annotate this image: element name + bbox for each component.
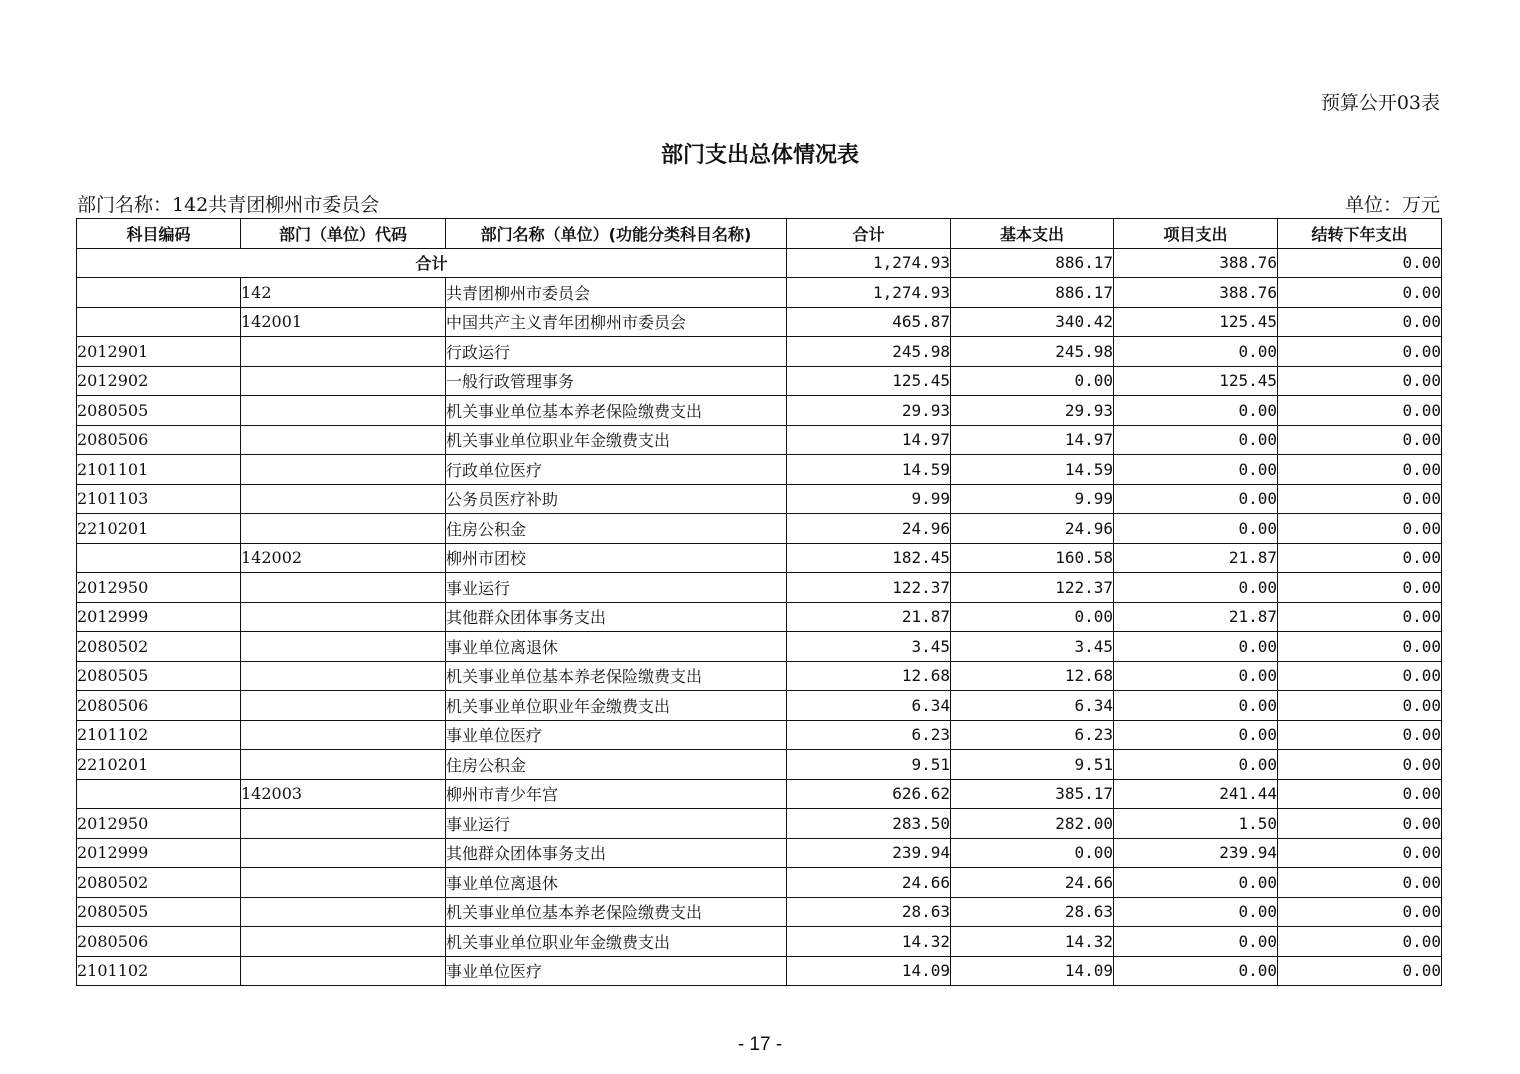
cell-project: 239.94: [1114, 838, 1278, 868]
cell-total: 6.34: [787, 691, 951, 721]
cell-total: 9.51: [787, 750, 951, 780]
cell-unit-code: [241, 337, 446, 367]
cell-project: 0.00: [1114, 927, 1278, 957]
table-row: [77, 514, 1442, 544]
cell-subject-code: 2210201: [77, 514, 241, 544]
cell-subject-code: 2012950: [77, 573, 241, 603]
cell-name: 其他群众团体事务支出: [446, 838, 787, 868]
table-row: [77, 307, 1442, 337]
page-number: - 17 -: [737, 1034, 783, 1055]
cell-name: 公务员医疗补助: [446, 484, 787, 514]
cell-total: 1,274.93: [787, 278, 951, 308]
cell-carryover: 0.00: [1278, 307, 1442, 337]
cell-subject-code: 2101102: [77, 720, 241, 750]
cell-carryover: 0.00: [1278, 602, 1442, 632]
cell-subject-code: [77, 543, 241, 573]
cell-subject-code: 2080506: [77, 691, 241, 721]
cell-name: 事业单位离退休: [446, 632, 787, 662]
cell-total: 14.59: [787, 455, 951, 485]
cell-carryover: 0.00: [1278, 396, 1442, 426]
header-project: 项目支出: [1114, 219, 1278, 249]
cell-subject-code: 2080506: [77, 927, 241, 957]
cell-carryover: 0.00: [1278, 691, 1442, 721]
table-row: [77, 897, 1442, 927]
table-row: [77, 720, 1442, 750]
table-row: [77, 691, 1442, 721]
expenditure-table: [76, 218, 1442, 986]
cell-carryover: 0.00: [1278, 661, 1442, 691]
cell-project: 0.00: [1114, 661, 1278, 691]
cell-name: 事业单位离退休: [446, 868, 787, 898]
cell-subject-code: 2080505: [77, 661, 241, 691]
table-header-row: [77, 219, 1442, 249]
page-title: 部门支出总体情况表: [660, 143, 859, 168]
cell-basic: 14.97: [951, 425, 1114, 455]
cell-basic: 122.37: [951, 573, 1114, 603]
cell-basic: 6.23: [951, 720, 1114, 750]
cell-unit-code: [241, 661, 446, 691]
cell-basic: 0.00: [951, 366, 1114, 396]
cell-unit-code: [241, 691, 446, 721]
cell-total: 626.62: [787, 779, 951, 809]
cell-carryover: 0.00: [1278, 337, 1442, 367]
cell-basic: 282.00: [951, 809, 1114, 839]
cell-unit-code: [241, 425, 446, 455]
cell-unit-code: [241, 720, 446, 750]
total-carryover: 0.00: [1278, 248, 1442, 278]
cell-unit-code: [241, 897, 446, 927]
header-carryover: 结转下年支出: [1278, 219, 1442, 249]
cell-project: 0.00: [1114, 337, 1278, 367]
table-row: [77, 573, 1442, 603]
cell-carryover: 0.00: [1278, 927, 1442, 957]
table-row: [77, 484, 1442, 514]
cell-name: 住房公积金: [446, 750, 787, 780]
table-row: [77, 396, 1442, 426]
cell-total: 3.45: [787, 632, 951, 662]
cell-project: 0.00: [1114, 514, 1278, 544]
cell-carryover: 0.00: [1278, 514, 1442, 544]
cell-subject-code: 2012999: [77, 838, 241, 868]
table-row: [77, 868, 1442, 898]
cell-unit-code: [241, 632, 446, 662]
table-row: [77, 927, 1442, 957]
cell-total: 12.68: [787, 661, 951, 691]
cell-unit-code: [241, 809, 446, 839]
table-row: [77, 956, 1442, 986]
cell-unit-code: [241, 602, 446, 632]
cell-total: 283.50: [787, 809, 951, 839]
cell-unit-code: [241, 838, 446, 868]
cell-subject-code: 2012902: [77, 366, 241, 396]
cell-unit-code: 142003: [241, 779, 446, 809]
cell-name: 共青团柳州市委员会: [446, 278, 787, 308]
cell-total: 21.87: [787, 602, 951, 632]
cell-carryover: 0.00: [1278, 484, 1442, 514]
cell-basic: 14.59: [951, 455, 1114, 485]
cell-unit-code: [241, 396, 446, 426]
total-total: 1,274.93: [787, 248, 951, 278]
cell-unit-code: [241, 868, 446, 898]
cell-name: 柳州市团校: [446, 543, 787, 573]
cell-carryover: 0.00: [1278, 425, 1442, 455]
total-label: 合计: [77, 248, 787, 278]
table-row: [77, 838, 1442, 868]
cell-subject-code: 2080502: [77, 632, 241, 662]
cell-subject-code: 2080506: [77, 425, 241, 455]
cell-total: 6.23: [787, 720, 951, 750]
header-total: 合计: [787, 219, 951, 249]
header-name: 部门名称（单位）(功能分类科目名称): [446, 219, 787, 249]
cell-name: 一般行政管理事务: [446, 366, 787, 396]
cell-basic: 0.00: [951, 838, 1114, 868]
cell-carryover: 0.00: [1278, 366, 1442, 396]
cell-unit-code: [241, 484, 446, 514]
cell-basic: 9.99: [951, 484, 1114, 514]
cell-carryover: 0.00: [1278, 779, 1442, 809]
cell-project: 21.87: [1114, 543, 1278, 573]
cell-basic: 245.98: [951, 337, 1114, 367]
department-name: 部门名称：142共青团柳州市委员会: [77, 194, 380, 216]
cell-project: 125.45: [1114, 366, 1278, 396]
table-row: [77, 661, 1442, 691]
cell-carryover: 0.00: [1278, 897, 1442, 927]
form-number: 预算公开03表: [1320, 92, 1440, 114]
total-row: [77, 248, 1442, 278]
cell-project: 0.00: [1114, 691, 1278, 721]
cell-total: 125.45: [787, 366, 951, 396]
cell-name: 柳州市青少年宫: [446, 779, 787, 809]
cell-total: 245.98: [787, 337, 951, 367]
cell-subject-code: [77, 307, 241, 337]
cell-name: 事业运行: [446, 573, 787, 603]
cell-unit-code: [241, 927, 446, 957]
cell-total: 28.63: [787, 897, 951, 927]
cell-carryover: 0.00: [1278, 278, 1442, 308]
cell-unit-code: [241, 514, 446, 544]
cell-project: 0.00: [1114, 396, 1278, 426]
cell-name: 机关事业单位职业年金缴费支出: [446, 425, 787, 455]
cell-name: 住房公积金: [446, 514, 787, 544]
table-row: [77, 809, 1442, 839]
cell-name: 机关事业单位基本养老保险缴费支出: [446, 897, 787, 927]
cell-carryover: 0.00: [1278, 868, 1442, 898]
cell-project: 388.76: [1114, 278, 1278, 308]
cell-total: 14.97: [787, 425, 951, 455]
cell-project: 1.50: [1114, 809, 1278, 839]
cell-subject-code: 2080505: [77, 396, 241, 426]
cell-total: 9.99: [787, 484, 951, 514]
table-row: [77, 779, 1442, 809]
header-unit-code: 部门（单位）代码: [241, 219, 446, 249]
cell-name: 机关事业单位职业年金缴费支出: [446, 691, 787, 721]
cell-name: 机关事业单位基本养老保险缴费支出: [446, 661, 787, 691]
cell-unit-code: [241, 573, 446, 603]
cell-carryover: 0.00: [1278, 632, 1442, 662]
cell-unit-code: 142002: [241, 543, 446, 573]
cell-project: 0.00: [1114, 956, 1278, 986]
cell-project: 0.00: [1114, 868, 1278, 898]
cell-basic: 340.42: [951, 307, 1114, 337]
cell-project: 0.00: [1114, 425, 1278, 455]
cell-carryover: 0.00: [1278, 455, 1442, 485]
cell-unit-code: [241, 956, 446, 986]
total-basic: 886.17: [951, 248, 1114, 278]
cell-basic: 24.96: [951, 514, 1114, 544]
table-row: [77, 543, 1442, 573]
table-row: [77, 602, 1442, 632]
cell-project: 0.00: [1114, 632, 1278, 662]
cell-basic: 160.58: [951, 543, 1114, 573]
table-row: [77, 366, 1442, 396]
cell-name: 事业单位医疗: [446, 720, 787, 750]
cell-carryover: 0.00: [1278, 956, 1442, 986]
cell-carryover: 0.00: [1278, 543, 1442, 573]
cell-name: 机关事业单位职业年金缴费支出: [446, 927, 787, 957]
cell-subject-code: 2080505: [77, 897, 241, 927]
cell-carryover: 0.00: [1278, 809, 1442, 839]
cell-subject-code: 2210201: [77, 750, 241, 780]
cell-project: 125.45: [1114, 307, 1278, 337]
cell-subject-code: 2012999: [77, 602, 241, 632]
cell-basic: 9.51: [951, 750, 1114, 780]
cell-name: 其他群众团体事务支出: [446, 602, 787, 632]
cell-subject-code: 2080502: [77, 868, 241, 898]
cell-unit-code: 142: [241, 278, 446, 308]
cell-subject-code: 2101103: [77, 484, 241, 514]
cell-basic: 14.32: [951, 927, 1114, 957]
cell-total: 465.87: [787, 307, 951, 337]
table-row: [77, 632, 1442, 662]
cell-total: 122.37: [787, 573, 951, 603]
cell-name: 事业运行: [446, 809, 787, 839]
cell-basic: 385.17: [951, 779, 1114, 809]
table-row: [77, 425, 1442, 455]
cell-carryover: 0.00: [1278, 838, 1442, 868]
cell-carryover: 0.00: [1278, 750, 1442, 780]
cell-basic: 28.63: [951, 897, 1114, 927]
cell-total: 14.32: [787, 927, 951, 957]
cell-unit-code: [241, 455, 446, 485]
cell-basic: 0.00: [951, 602, 1114, 632]
cell-total: 182.45: [787, 543, 951, 573]
cell-project: 21.87: [1114, 602, 1278, 632]
cell-name: 行政运行: [446, 337, 787, 367]
cell-project: 0.00: [1114, 573, 1278, 603]
table-row: [77, 278, 1442, 308]
cell-unit-code: 142001: [241, 307, 446, 337]
table-row: [77, 750, 1442, 780]
cell-basic: 14.09: [951, 956, 1114, 986]
cell-total: 24.66: [787, 868, 951, 898]
cell-subject-code: [77, 779, 241, 809]
cell-unit-code: [241, 750, 446, 780]
cell-basic: 6.34: [951, 691, 1114, 721]
cell-project: 0.00: [1114, 897, 1278, 927]
cell-subject-code: 2101102: [77, 956, 241, 986]
header-basic: 基本支出: [951, 219, 1114, 249]
cell-project: 0.00: [1114, 484, 1278, 514]
cell-subject-code: 2012901: [77, 337, 241, 367]
cell-total: 24.96: [787, 514, 951, 544]
cell-subject-code: 2012950: [77, 809, 241, 839]
cell-carryover: 0.00: [1278, 720, 1442, 750]
cell-subject-code: [77, 278, 241, 308]
cell-name: 中国共产主义青年团柳州市委员会: [446, 307, 787, 337]
cell-basic: 24.66: [951, 868, 1114, 898]
cell-basic: 12.68: [951, 661, 1114, 691]
total-project: 388.76: [1114, 248, 1278, 278]
cell-total: 239.94: [787, 838, 951, 868]
cell-basic: 3.45: [951, 632, 1114, 662]
cell-carryover: 0.00: [1278, 573, 1442, 603]
cell-name: 行政单位医疗: [446, 455, 787, 485]
cell-total: 29.93: [787, 396, 951, 426]
cell-subject-code: 2101101: [77, 455, 241, 485]
cell-name: 机关事业单位基本养老保险缴费支出: [446, 396, 787, 426]
cell-project: 241.44: [1114, 779, 1278, 809]
unit-label: 单位：万元: [1344, 194, 1440, 216]
cell-project: 0.00: [1114, 720, 1278, 750]
table-row: [77, 455, 1442, 485]
header-subject-code: 科目编码: [77, 219, 241, 249]
cell-basic: 29.93: [951, 396, 1114, 426]
cell-name: 事业单位医疗: [446, 956, 787, 986]
cell-project: 0.00: [1114, 750, 1278, 780]
cell-basic: 886.17: [951, 278, 1114, 308]
cell-project: 0.00: [1114, 455, 1278, 485]
cell-unit-code: [241, 366, 446, 396]
cell-total: 14.09: [787, 956, 951, 986]
table-row: [77, 337, 1442, 367]
